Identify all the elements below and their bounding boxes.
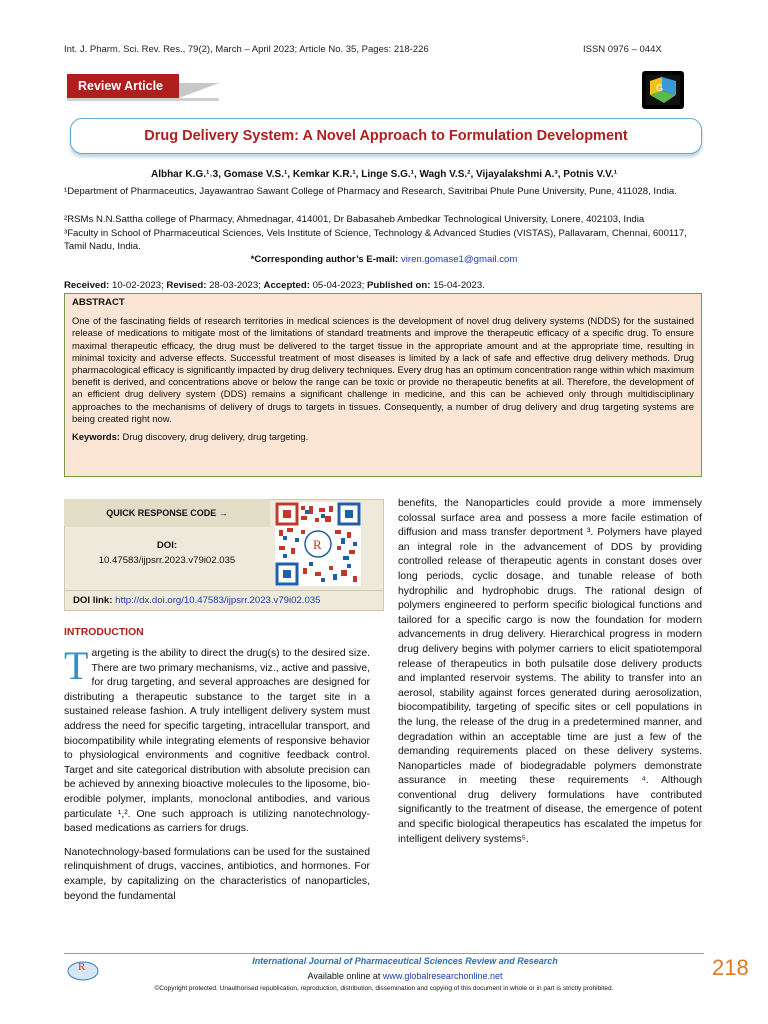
doi-link[interactable]: http://dx.doi.org/10.47583/ijpsrr.2023.v79i02.035 [115,595,321,606]
footer-journal: International Journal of Pharmaceutical Sciences Review and Research [252,956,558,966]
accepted-label: Accepted: [263,280,310,291]
accepted-date: 05-04-2023; [312,280,365,291]
doi-value: 10.47583/ijpsrr.2023.v79i02.035 [98,555,236,566]
received-label: Received: [64,280,110,291]
introduction-heading: INTRODUCTION [64,627,144,638]
doi-link-line [73,595,320,606]
right-column [398,497,702,856]
paper-title: Drug Delivery System: A Novel Approach to Formulation Development [70,118,702,154]
abstract-heading: ABSTRACT [72,297,125,308]
corresponding-label: *Corresponding author’s E-mail: [250,254,399,265]
svg-text:G: G [656,83,664,93]
citation-line: Int. J. Pharm. Sci. Rev. Res., 79(2), March – April 2023; Article No. 35, Pages: 218-226 [64,44,429,55]
abstract-box [64,293,702,477]
affiliation-3: ³Faculty in School of Pharmaceutical Sciences, Vels Institute of Science, Technology & Advanced Studies (VISTAS), Pallavaram, Chennai, 600117, Tamil Nadu, India. [64,228,687,252]
intro-paragraph-2: Nanotechnology-based formulations can be used for the sustained relinquishment of drugs, vaccines, antibiotics, and hormones. For example, by capitalizing on the characteristics of nanoparticles, beyond the fundamental [64,846,370,902]
journal-logo-icon [642,71,684,109]
intro-paragraph-1: argeting is the ability to direct the drug(s) to the desired size. There are two primary mechanisms, viz., active and passive, for drug targeting, and several approaches are designed for distributing a therapeutic substance to the target site in a sustained release fashion. A truly intelligent delivery system must address the need for specific targeting, intracellular transport, and biocompatibility while integrating elements of responsive behavior to physiological environments and cognitive feedback control. Target and site categorical distribution with absolute precision can be achieved by annexing bioactive molecules to the liposome, bio-erodible polymer, implants, monoclonal antibodies, and various particulate ¹,². One such approach is utilizing nanotechnology-based medications as carriers for drugs. [64,648,370,835]
keywords-label: Keywords: [72,431,120,443]
revised-label: Revised: [166,280,207,291]
tag-decoration [179,83,219,98]
article-type-tag: Review Article [67,74,179,98]
corresponding-email[interactable]: viren.gomase1@gmail.com [400,254,518,265]
available-url[interactable]: www.globalresearchonline.net [382,971,503,981]
left-column [64,643,370,913]
received-date: 10-02-2023; [112,280,164,291]
footer-rule [64,953,704,954]
qr-code-icon[interactable] [275,502,361,586]
authors: Albhar K.G.¹˒3, Gomase V.S.¹, Kemkar K.R.¹, Linge S.G.¹, Wagh V.S.², Vijayalakshmi A.³, Potnis V.V.¹ [150,169,618,180]
affiliation-1: ¹Department of Pharmaceutics, Jayawantrao Sawant College of Pharmacy and Research, Savitribai Phule Pune University, Pune, 411028, India. [64,186,677,197]
footer-availability [200,971,610,981]
doi-link-label: DOI link: [73,595,113,606]
tag-underline [67,98,219,101]
drop-cap: T [64,643,89,688]
available-prefix: Available online at [307,971,381,981]
footer-logo-icon [66,956,100,982]
svg-text:R: R [313,537,322,552]
qr-label: QUICK RESPONSE CODE → [64,499,270,527]
corresponding-author [64,254,704,265]
dates-line [64,280,704,291]
revised-date: 28-03-2023; [209,280,261,291]
footer-copyright: ©Copyright protected. Unauthorised republication, reproduction, distribution, dissemination and copying of this document in whole or in part is strictly prohibited. [154,985,614,992]
abstract-text: One of the fascinating fields of research territories in medical sciences is the development of novel drug delivery systems (NDDS) for the sustained release of medications to mitigate most of the limitations of standard treatments and improve the therapeutic efficacy of a specific drug. To ensure maximal therapeutic efficacy, the drug must be delivered to the target tissue in the appropriate amount and at the appropriate time, resulting in minimal toxicity and adverse effects. Successful treatment of most diseases is limited by a lack of safe and effective drug delivery methods. Drug pharmacological efficacy is significantly impacted by drug delivery techniques. Every drug has an optimum concentration range within which maximum benefit is derived, and concentrations above or below the range can be toxic or provide no therapeutic benefits at all. Therefore, the development of an efficient drug delivery system (DDS) remains a significant challenge in medicine, and this can be achieved only through multidisciplinary approaches to the mechanisms of delivery of drugs to targets in tissues. Consequently, a number of drug delivery and drug targeting systems are being created right now. [72,315,694,424]
published-date: 15-04-2023. [433,280,485,291]
page-number: 218 [712,955,749,980]
qr-divider [64,590,384,591]
keywords [72,431,694,443]
published-label: Published on: [367,280,431,291]
doi-heading: DOI: [156,540,178,551]
affiliation-2: ²RSMs N.N.Sattha college of Pharmacy, Ahmednagar, 414001, Dr Babasaheb Ambedkar Technological University, Lonere, 402103, India [64,214,645,225]
svg-text:R: R [78,961,86,973]
issn: ISSN 0976 – 044X [583,44,662,55]
keywords-text: Drug discovery, drug delivery, drug targeting. [122,431,309,443]
intro-paragraph-3: benefits, the Nanoparticles could provide a more immensely colossal surface area and possess a more facile estimation of diffusion and mass transfer deportment ³. Polymers have played an integral role in the advancement of DDS by providing controlled release of therapeutic agents in constant doses over long periods, cyclic dosage, and tunable release of both hydrophilic and hydrophobic drugs. The rational design of polymers engineered to perform specific biological functions and tailored for a specific cargo is now the foundation for modern advancements in drug delivery. Hierarchical progress in modern drug delivery begins with polymer carriers to elicit spatiotemporal release of therapeutics in both pulsatile dose delivery products and implanted reservoir systems. The ability to transfer into an aerosol, stability against forces generated during aerosolization, biocompatibility, targeting of specific sites or cell populations in the lung, the release of the drug in a predetermined manner, and degradation within an acceptable time are just a few of the demanding requirements placed on these delivery systems. Nanoparticles made of biodegradable polymers demonstrate assurance in meeting these requirements ⁴. Although conventional drug delivery formulations have contributed significantly to the treatment of disease, the emergence of potent and specific biological therapeutics has escalated the impetus for intelligent delivery systems⁵. [398,498,702,845]
